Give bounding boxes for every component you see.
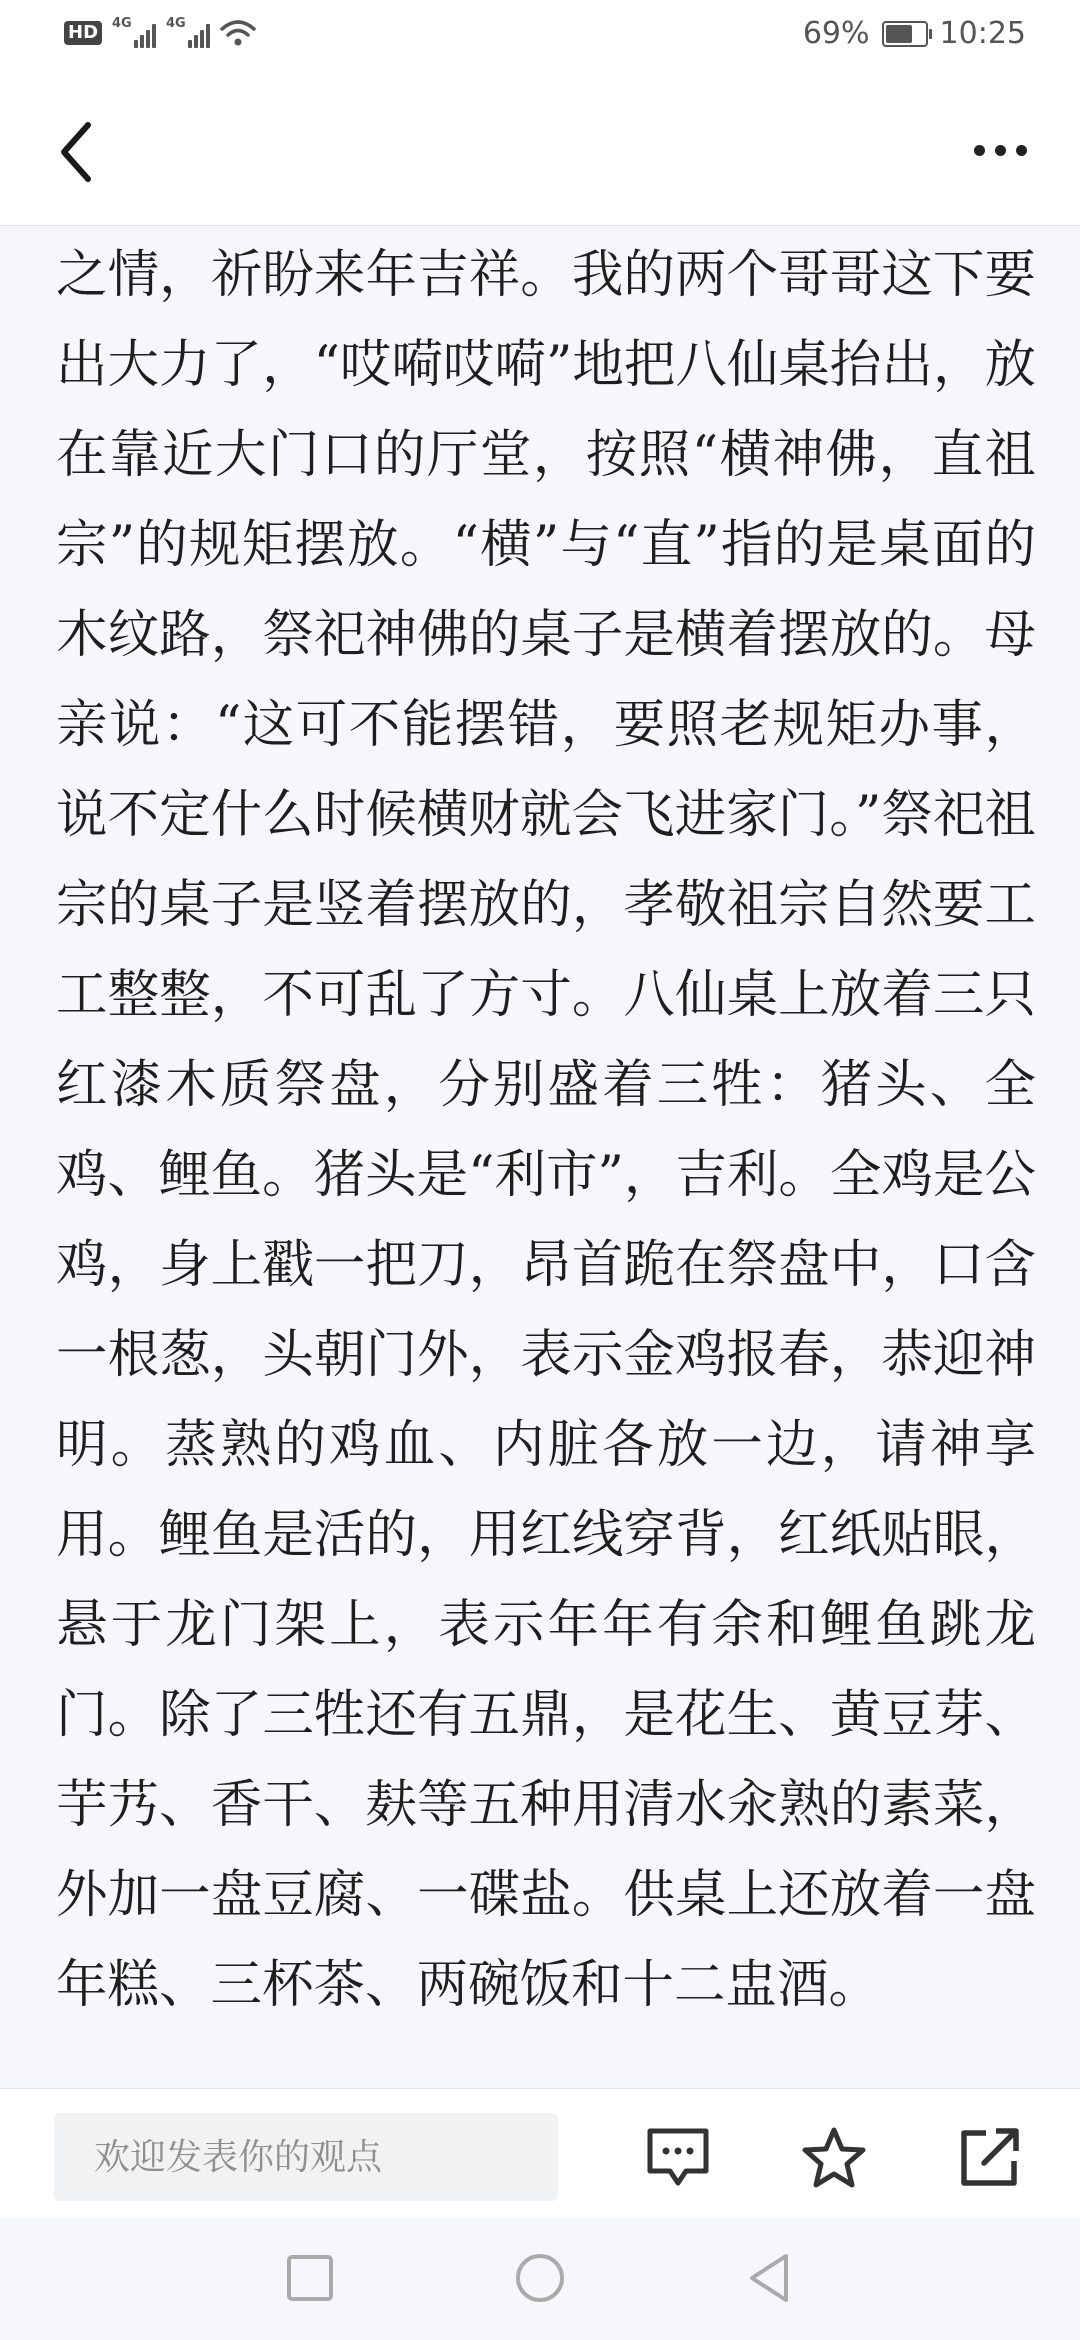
signal-icon: [112, 18, 156, 48]
recent-apps-button[interactable]: [280, 2248, 340, 2308]
home-icon: [510, 2248, 570, 2308]
chevron-left-icon: [50, 117, 110, 187]
share-button[interactable]: [956, 2125, 1024, 2191]
more-dots-icon: [974, 145, 985, 156]
clock: 10:25: [939, 16, 1026, 51]
comment-input[interactable]: [54, 2113, 558, 2201]
battery-level-fill: [886, 25, 912, 43]
status-bar: [0, 0, 1080, 75]
top-app-bar: [0, 75, 1080, 226]
battery-icon: [882, 21, 928, 47]
hd-icon: HD: [64, 21, 102, 45]
back-button[interactable]: [50, 117, 110, 187]
signal-type-label: 4G: [166, 16, 186, 31]
article-body: [56, 226, 1036, 2088]
comment-icon: [644, 2125, 712, 2191]
signal-type-label: 4G: [112, 16, 132, 31]
share-icon: [956, 2125, 1024, 2191]
wifi-icon: [220, 19, 256, 47]
system-nav-bar: [0, 2218, 1080, 2340]
star-icon: [800, 2125, 868, 2191]
status-left: [64, 18, 256, 48]
status-right: [803, 16, 1026, 51]
battery-percent: 69%: [802, 16, 870, 51]
signal-icon: [166, 18, 210, 48]
favorite-button[interactable]: [800, 2125, 868, 2191]
more-options-button[interactable]: [960, 130, 1040, 170]
home-button[interactable]: [510, 2248, 570, 2308]
comments-button[interactable]: [644, 2125, 712, 2191]
recent-apps-icon: [280, 2248, 340, 2308]
article-paragraph: 之情，祈盼来年吉祥。我的两个哥哥这下要出大力了，“哎嗬哎嗬”地把八仙桌抬出，放在靠近大门口的厅堂，按照“横神佛，直祖宗”的规矩摆放。“横”与“直”指的是桌面的木纹路，祭祀神佛的桌子是横着摆放的。母亲说：“这可不能摆错，要照老规矩办事，说不定什么时候横财就会飞进家门。”祭祀祖宗的桌子是竖着摆放的，孝敬祖宗自然要工工整整，不可乱了方寸。八仙桌上放着三只红漆木质祭盘，分别盛着三牲：猪头、全鸡、鲤鱼。猪头是“利市”，吉利。全鸡是公鸡，身上戳一把刀，昂首跪在祭盘中，口含一根葱，头朝门外，表示金鸡报春，恭迎神明。蒸熟的鸡血、内脏各放一边，请神享用。鲤鱼是活的，用红线穿背，红纸贴眼，悬于龙门架上，表示年年有余和鲤鱼跳龙门。除了三牲还有五鼎，是花生、黄豆芽、芋艿、香干、麸等五种用清水汆熟的素菜，外加一盘豆腐、一碟盐。供桌上还放着一盘年糕、三杯茶、两碗饭和十二盅酒。: [56, 245, 1036, 2015]
system-back-button[interactable]: [740, 2248, 800, 2308]
back-triangle-icon: [740, 2248, 800, 2308]
bottom-action-bar: [0, 2088, 1080, 2219]
